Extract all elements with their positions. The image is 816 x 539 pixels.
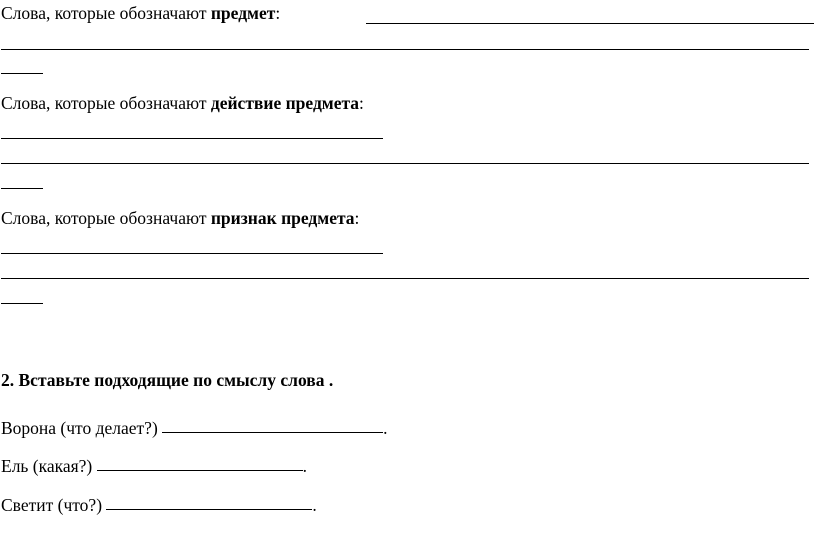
answer-blank[interactable] bbox=[1, 163, 809, 164]
row-label: Светит (что?) bbox=[1, 495, 107, 515]
answer-blank[interactable] bbox=[1, 73, 43, 74]
answer-blank[interactable] bbox=[1, 278, 809, 279]
item-subject-colon: : bbox=[275, 3, 281, 23]
item-attribute-keyword: признак предмета bbox=[210, 208, 355, 228]
item-subject-line bbox=[1, 5, 280, 23]
answer-blank[interactable] bbox=[162, 431, 383, 433]
item-attribute-prefix: Слова, которые обозначают bbox=[1, 208, 211, 228]
item-action-keyword: действие предмета bbox=[210, 93, 360, 113]
item-subject-keyword: предмет bbox=[210, 3, 276, 23]
item-action-line bbox=[1, 95, 364, 113]
answer-blank[interactable] bbox=[1, 49, 809, 50]
item-attribute-line bbox=[1, 210, 359, 228]
answer-blank[interactable] bbox=[366, 23, 814, 24]
row-end: . bbox=[383, 418, 388, 438]
item-action-colon: : bbox=[359, 93, 364, 113]
answer-blank[interactable] bbox=[1, 253, 383, 254]
row-label: Ель (какая?) bbox=[1, 456, 97, 476]
answer-blank[interactable] bbox=[1, 138, 383, 139]
task2-row-shines bbox=[1, 497, 317, 515]
answer-blank[interactable] bbox=[106, 508, 312, 510]
task2-row-crow bbox=[1, 420, 388, 438]
row-label: Ворона (что делает?) bbox=[1, 418, 163, 438]
answer-blank[interactable] bbox=[97, 469, 303, 471]
task2-row-fir bbox=[1, 458, 307, 476]
item-subject-prefix: Слова, которые обозначают bbox=[1, 3, 211, 23]
row-end: . bbox=[302, 456, 308, 476]
task2-heading: 2. Вставьте подходящие по смыслу слова . bbox=[1, 370, 334, 390]
answer-blank[interactable] bbox=[1, 188, 43, 189]
answer-blank[interactable] bbox=[1, 303, 43, 304]
item-attribute-colon: : bbox=[354, 208, 360, 228]
row-end: . bbox=[312, 495, 317, 515]
item-action-prefix: Слова, которые обозначают bbox=[1, 93, 211, 113]
